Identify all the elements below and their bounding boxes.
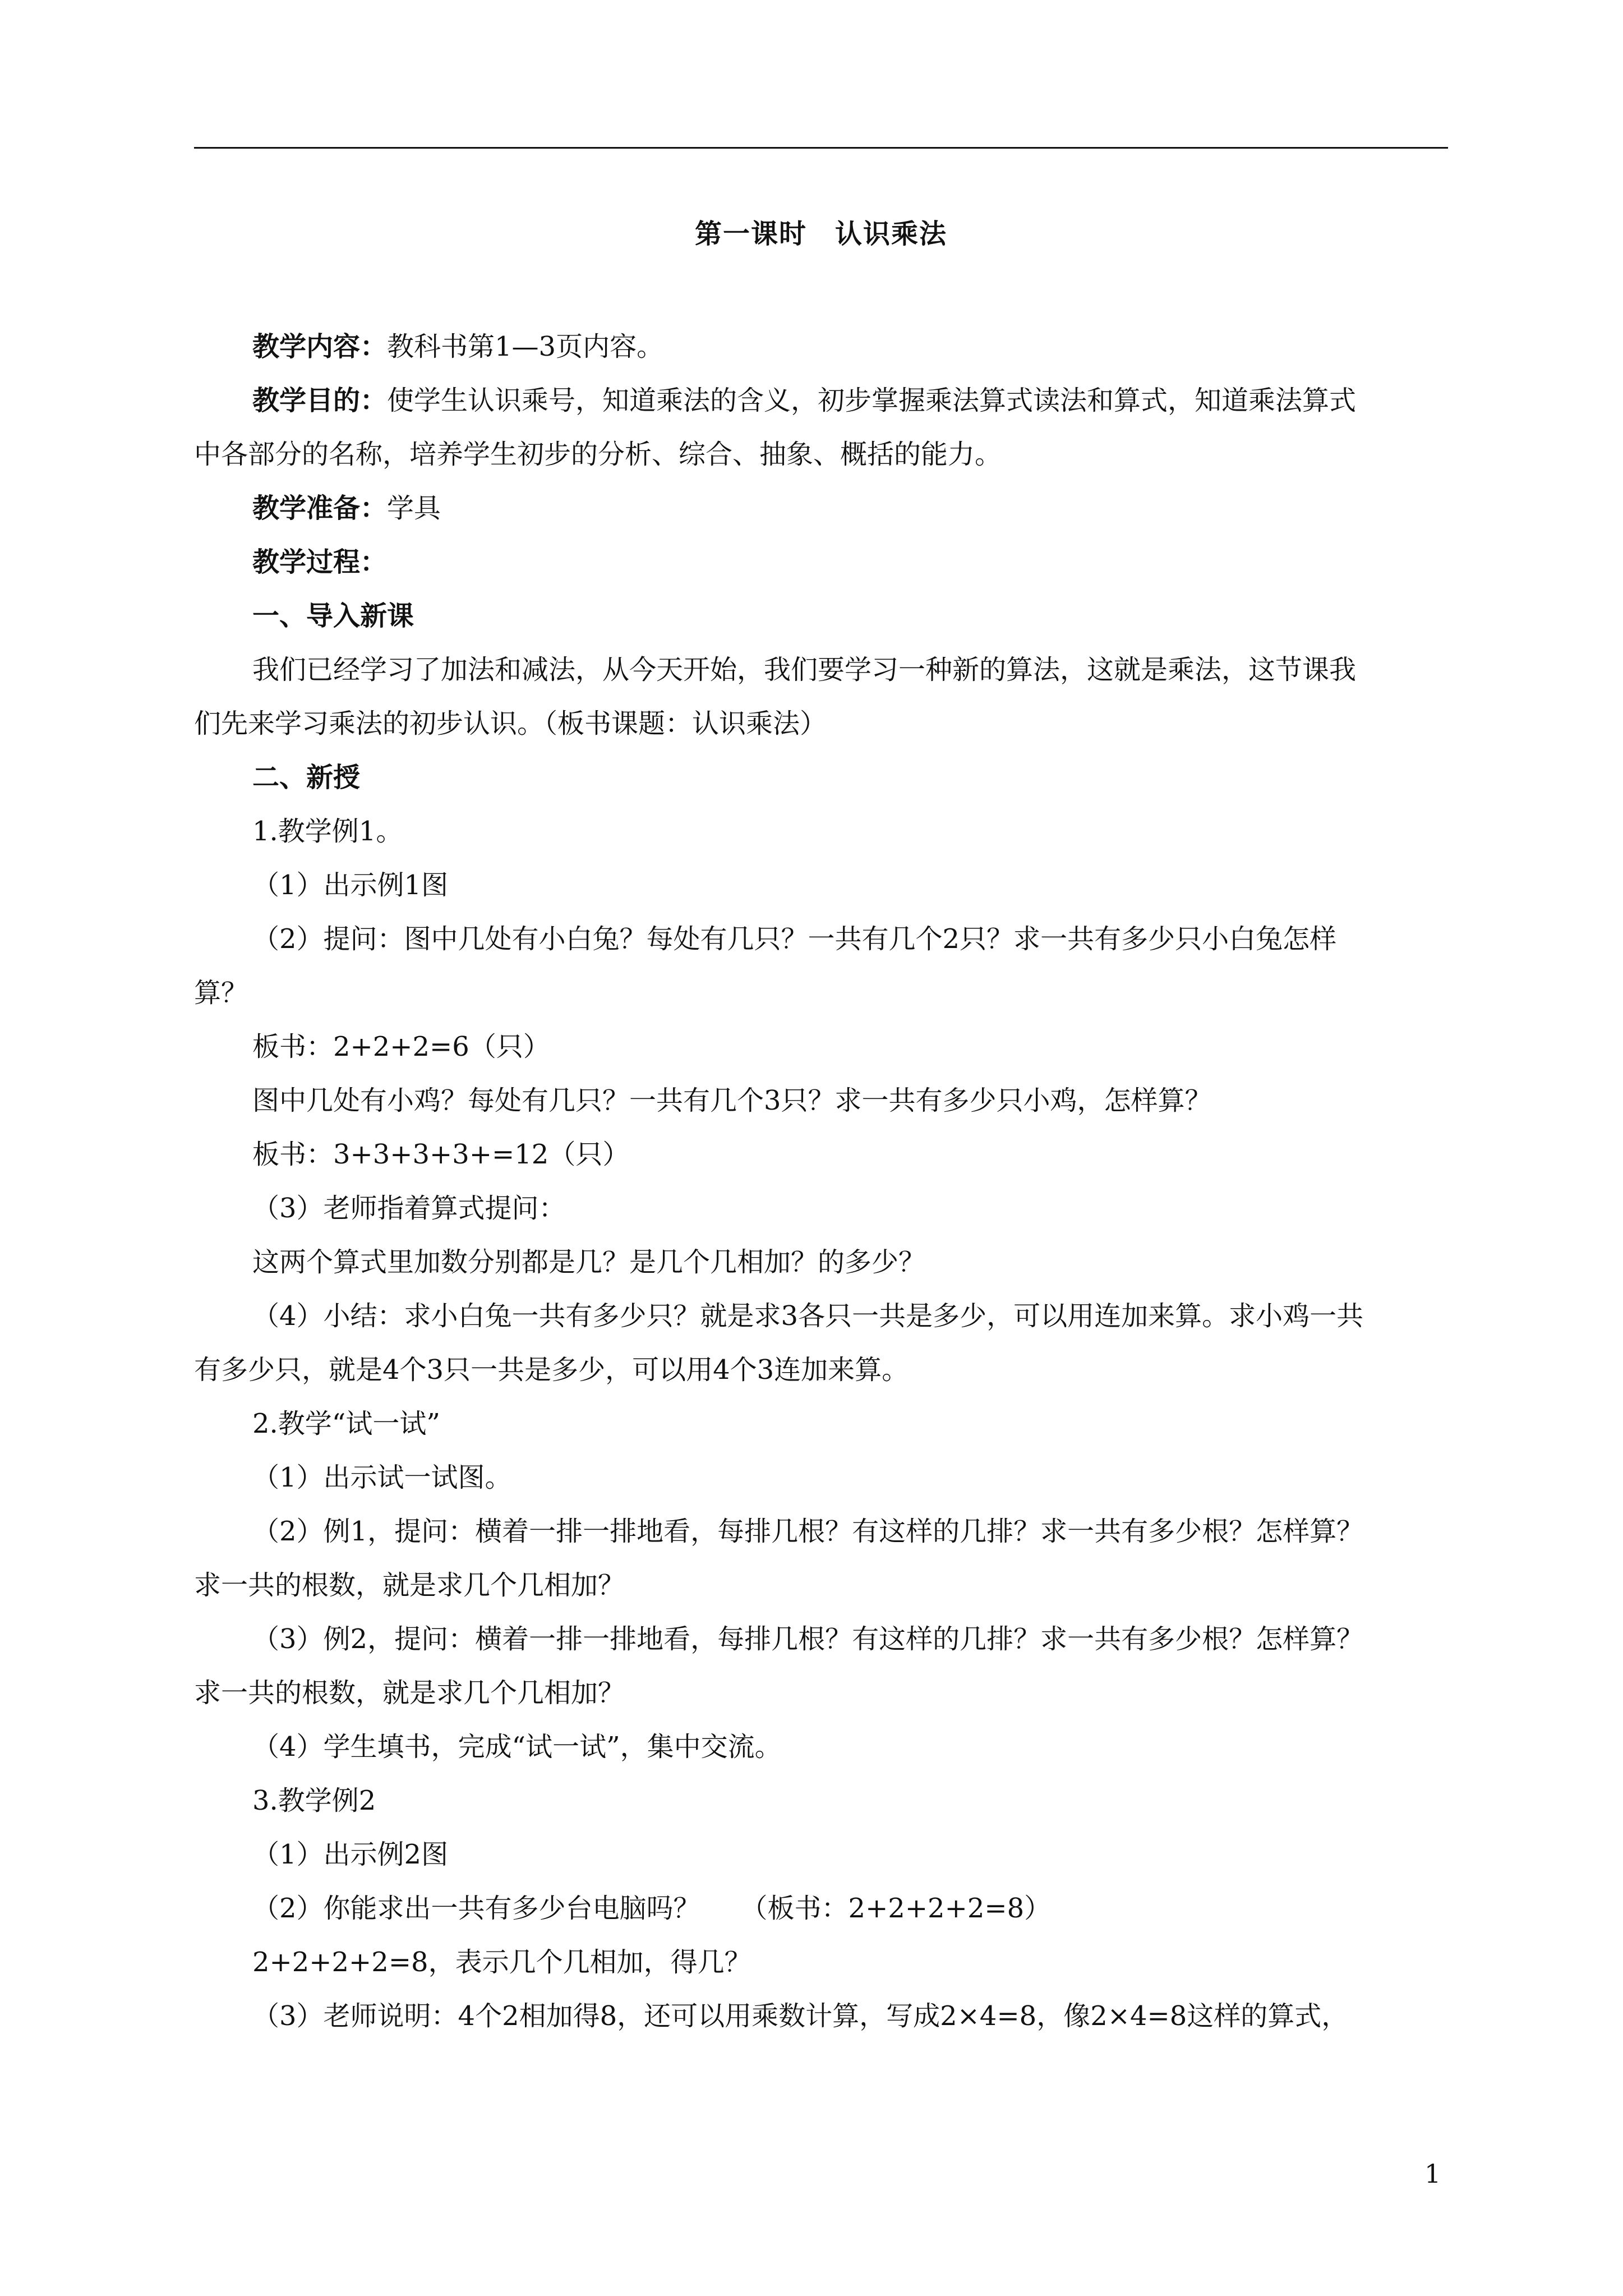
body-line: （3）老师说明：4个2相加得8，还可以用乘数计算，写成2×4=8，像2×4=8这样的算式， xyxy=(252,2000,1349,2032)
body-line: （1）出示例1图 xyxy=(252,869,449,901)
teaching-goal-line2: 中各部分的名称，培养学生初步的分析、综合、抽象、概括的能力。 xyxy=(194,439,1002,470)
body-line: 求一共的根数，就是求几个几相加？ xyxy=(194,1677,625,1709)
teaching-goal-line1: 使学生认识乘号，知道乘法的含义，初步掌握乘法算式读法和算式，知道乘法算式 xyxy=(387,385,1357,416)
teaching-prep-value: 学具 xyxy=(387,493,441,524)
teaching-content-value: 教科书第1—3页内容。 xyxy=(387,331,664,362)
body-line: （4）小结：求小白兔一共有多少只？就是求3各只一共是多少，可以用连加来算。求小鸡一共 xyxy=(252,1300,1364,1332)
teaching-prep xyxy=(194,481,1448,535)
section1-line1: 我们已经学习了加法和减法，从今天开始，我们要学习一种新的算法，这就是乘法，这节课我 xyxy=(252,654,1357,685)
page-number: 1 xyxy=(1424,2159,1441,2189)
teaching-goal-label: 教学目的： xyxy=(252,385,388,416)
page-title: 第一课时 认识乘法 xyxy=(694,218,947,250)
teaching-prep-label: 教学准备： xyxy=(252,493,388,524)
body-line: 2+2+2+2=8，表示几个几相加，得几？ xyxy=(252,1947,751,1978)
body-line: 3.教学例2 xyxy=(252,1785,376,1816)
body-line: 有多少只，就是4个3只一共是多少，可以用4个3连加来算。 xyxy=(194,1354,909,1386)
header-rule xyxy=(194,147,1448,149)
body-line: （1）出示例2图 xyxy=(252,1839,449,1870)
body-line: （3）老师指着算式提问： xyxy=(252,1193,566,1224)
body-line: 图中几处有小鸡？每处有几只？一共有几个3只？求一共有多少只小鸡，怎样算？ xyxy=(252,1085,1212,1116)
body-line: 板书：2+2+2=6（只） xyxy=(252,1031,550,1062)
body-line: （3）例2，提问：横着一排一排地看，每排几根？有这样的几排？求一共有多少根？怎样算？ xyxy=(252,1623,1364,1655)
body-line: 这两个算式里加数分别都是几？是几个几相加？的多少？ xyxy=(252,1246,926,1278)
section1-heading: 一、导入新课 xyxy=(252,600,414,632)
teaching-content xyxy=(194,320,1448,374)
body-line: （2）例1，提问：横着一排一排地看，每排几根？有这样的几排？求一共有多少根？怎样算？ xyxy=(252,1516,1364,1547)
body-line: 2.教学“试一试” xyxy=(252,1408,440,1439)
body-line: 算？ xyxy=(194,977,248,1009)
body-line: 1.教学例1。 xyxy=(252,816,403,847)
body-line: （2）你能求出一共有多少台电脑吗？ （板书：2+2+2+2=8） xyxy=(252,1893,1052,1924)
teaching-process-label: 教学过程： xyxy=(252,546,388,578)
body-line: （2）提问：图中几处有小白兔？每处有几只？一共有几个2只？求一共有多少只小白兔怎样 xyxy=(252,923,1337,955)
body-line: （4）学生填书，完成“试一试”，集中交流。 xyxy=(252,1731,782,1763)
body-line: 求一共的根数，就是求几个几相加？ xyxy=(194,1570,625,1601)
body-line: （1）出示试一试图。 xyxy=(252,1462,512,1493)
body-line: 板书：3+3+3+3+=12（只） xyxy=(252,1139,630,1170)
teaching-goal xyxy=(194,374,1448,427)
teaching-content-label: 教学内容： xyxy=(252,331,388,362)
section1-line2: 们先来学习乘法的初步认识。（板书课题：认识乘法） xyxy=(194,708,827,739)
section2-heading: 二、新授 xyxy=(252,762,361,793)
